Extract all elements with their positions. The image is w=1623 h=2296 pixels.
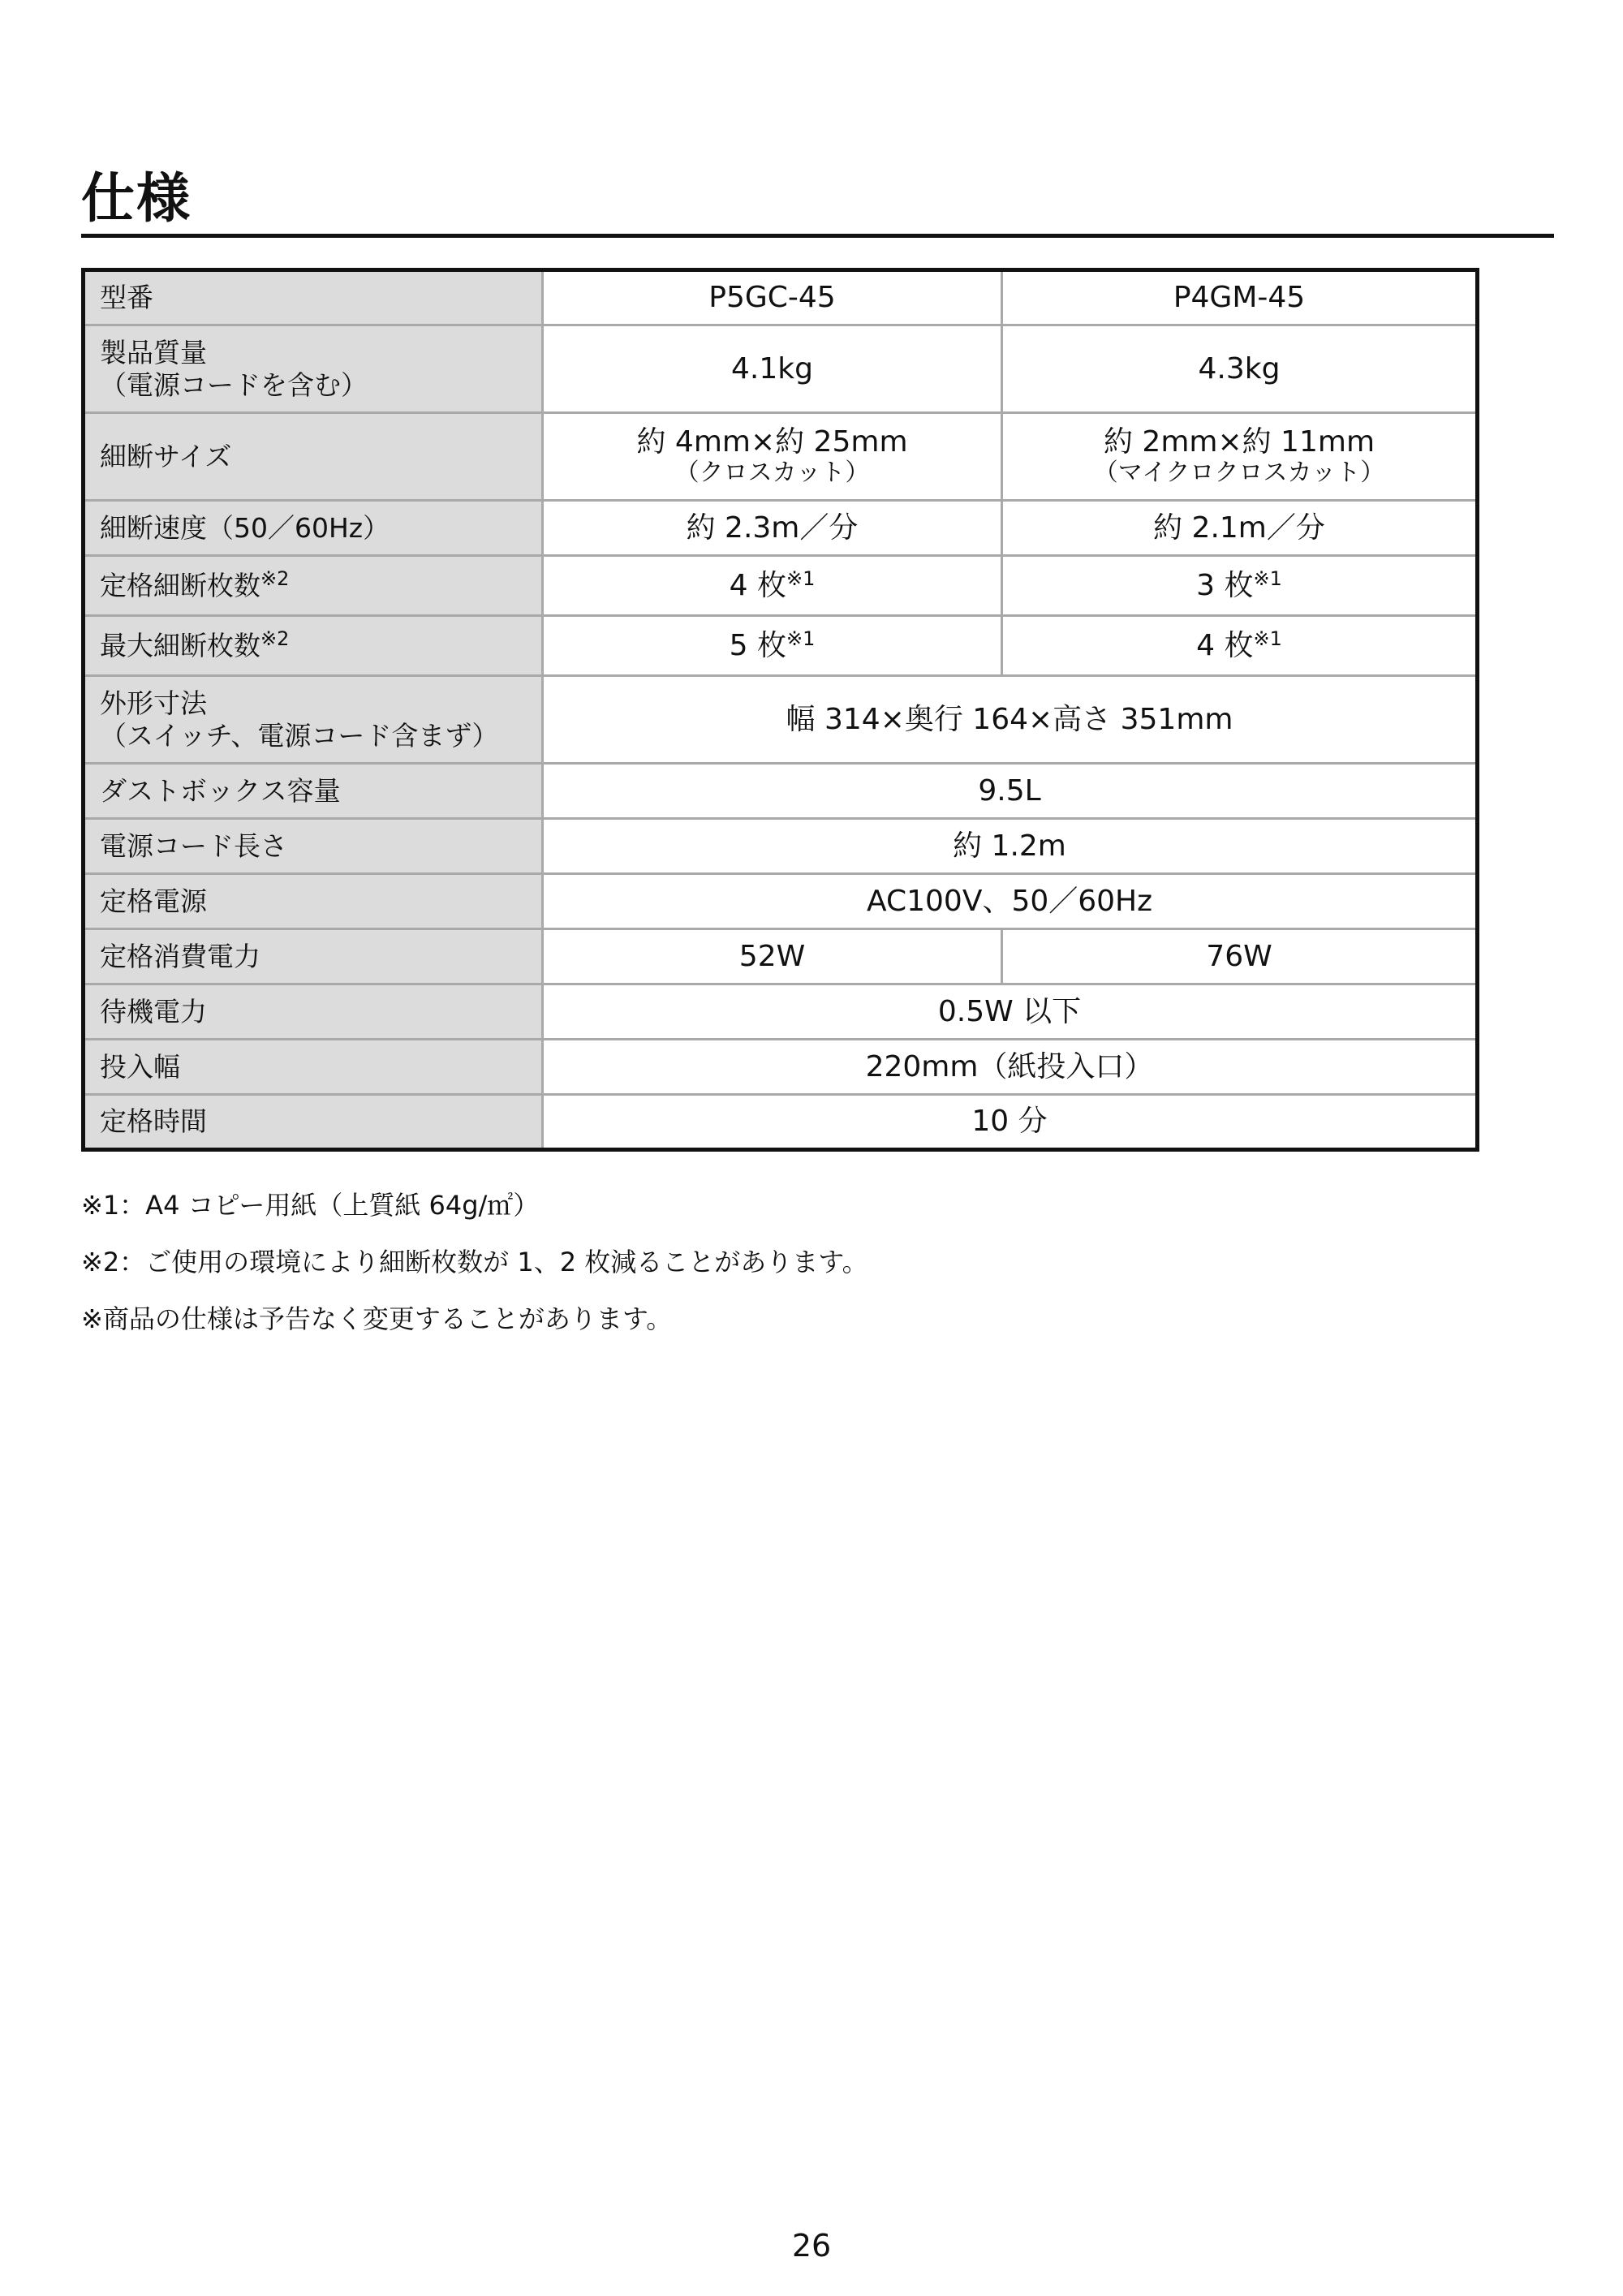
value-p4gm: 4.3kg [1002,325,1478,413]
value-shared: 幅 314×奥行 164×高さ 351mm [543,676,1478,764]
row-label: 待機電力 [84,984,543,1040]
footnotes [81,1177,868,1347]
value-p4gm: 76W [1002,929,1478,984]
table-row [84,501,1478,556]
value-p4gm: 約 2.1m／分 [1002,501,1478,556]
value-main: 4 枚 [1196,628,1254,662]
value-p5gc: 約 2.3m／分 [543,501,1002,556]
value-p5gc [543,616,1002,676]
table-row [84,325,1478,413]
row-label-main: 外形寸法 [100,687,207,719]
footnote-ref: ※2 [260,566,290,590]
value-p4gm [1002,413,1478,501]
value-main: 3 枚 [1196,568,1254,602]
table-row [84,764,1478,819]
row-label-sub: （電源コードを含む） [100,368,368,401]
table-row [84,270,1478,325]
value-sub: （マイクロクロスカット） [1093,458,1385,487]
table-row [84,984,1478,1040]
value-main: 5 枚 [729,628,786,662]
row-label-sub: （スイッチ、電源コード含まず） [100,719,499,752]
table-row [84,819,1478,874]
footnote-1: ※1：A4 コピー用紙（上質紙 64g/㎡） [81,1190,540,1221]
row-label [84,325,543,413]
value-p4gm: P4GM-45 [1002,270,1478,325]
value-shared: AC100V、50／60Hz [543,874,1478,929]
table-row [84,1095,1478,1150]
value-p4gm [1002,616,1478,676]
value-p5gc: 4.1kg [543,325,1002,413]
value-p5gc [543,413,1002,501]
table-row [84,929,1478,984]
value-shared: 約 1.2m [543,819,1478,874]
table-row [84,556,1478,616]
value-p5gc: 52W [543,929,1002,984]
row-label [84,556,543,616]
row-label: 定格電源 [84,874,543,929]
table-row [84,1040,1478,1095]
row-label: 細断速度（50／60Hz） [84,501,543,556]
spec-table [81,268,1479,1152]
value-p4gm [1002,556,1478,616]
page-number: 26 [791,2228,832,2264]
value-p5gc: P5GC-45 [543,270,1002,325]
row-label: 型番 [84,270,543,325]
table-row [84,413,1478,501]
value-shared: 220mm（紙投入口） [543,1040,1478,1095]
value-main: 約 2mm×約 11mm [1103,424,1375,459]
row-label: 定格時間 [84,1095,543,1150]
page-title: 仕様 [81,167,192,230]
footnote-ref: ※2 [260,627,290,650]
row-label: 細断サイズ [84,413,543,501]
row-label: 電源コード長さ [84,819,543,874]
row-label-main: 最大細断枚数 [100,629,260,661]
row-label: 投入幅 [84,1040,543,1095]
value-p5gc [543,556,1002,616]
value-shared: 10 分 [543,1095,1478,1150]
footnote-ref: ※1 [786,627,816,650]
footnote-3: ※商品の仕様は予告なく変更することがあります。 [81,1303,673,1334]
value-shared: 0.5W 以下 [543,984,1478,1040]
row-label: 定格消費電力 [84,929,543,984]
table-row [84,676,1478,764]
value-main: 約 4mm×約 25mm [636,424,908,459]
row-label-main: 製品質量 [100,336,207,368]
footnote-2: ※2：ご使用の環境により細断枚数が 1、2 枚減ることがあります。 [81,1247,868,1277]
row-label-main: 定格細断枚数 [100,569,260,601]
footnote-ref: ※1 [1253,566,1282,590]
value-sub: （クロスカット） [674,458,870,487]
row-label [84,616,543,676]
table-row [84,616,1478,676]
row-label [84,676,543,764]
value-shared: 9.5L [543,764,1478,819]
title-underline [81,234,1554,238]
footnote-ref: ※1 [1253,627,1282,650]
table-row [84,874,1478,929]
row-label: ダストボックス容量 [84,764,543,819]
value-main: 4 枚 [729,568,786,602]
footnote-ref: ※1 [786,566,816,590]
